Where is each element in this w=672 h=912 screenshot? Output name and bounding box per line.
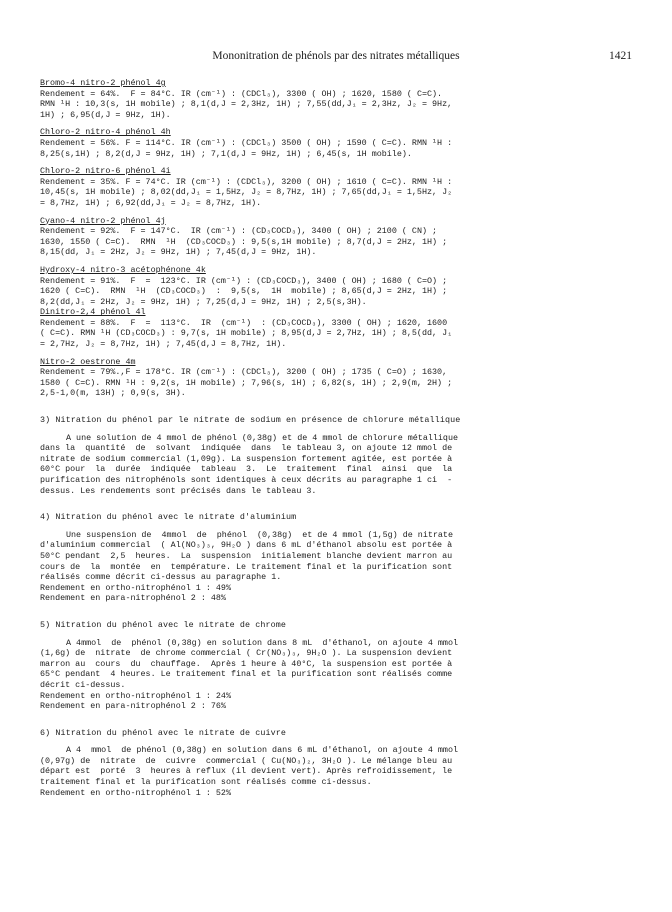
compound-data-line: 8,15(dd, J₁ = 2Hz, J₂ = 9Hz, 1H) ; 7,45(d,J = 9Hz, 1H).: [40, 247, 317, 258]
section-paragraph-line: dessus. Les rendements sont précisés dans le tableau 3.: [40, 485, 317, 496]
compound-data-line: 8,2(dd,J₁ = 2Hz, J₂ = 9Hz, 1H) ; 7,25(d,J = 9Hz, 1H) ; 2,5(s,3H).: [40, 296, 367, 307]
section-paragraph-line: traitement final et la purification sont réalisés comme ci-dessus.: [40, 777, 372, 788]
compound-name: Cyano-4 nitro-2 phénol 4j: [40, 215, 166, 226]
compound-name: Bromo-4 nitro-2 phénol 4g: [40, 78, 166, 88]
compound-data-line: Rendement = 88%. F = 113°C. IR (cm⁻¹) : (CD₃COCD₃), 3300 ( OH) ; 1620, 1600: [40, 317, 448, 328]
compound-data-line: Rendement = 35%. F = 74°C. IR (cm⁻¹) : (CDCl₃), 3200 ( OH) ; 1610 ( C=C). RMN ¹H :: [40, 176, 453, 187]
section-5: [40, 620, 636, 712]
compound-data-line: = 8,7Hz, 1H) ; 6,92(dd,J₁ = J₂ = 8,7Hz, 1H).: [40, 197, 262, 208]
section-paragraph-line: Une suspension de 4mmol de phénol (0,38g) et de 4 mmol (1,5g) de nitrate: [66, 529, 453, 540]
compound-data-line: Rendement = 91%. F = 123°C. IR (cm⁻¹) : (CD₃COCD₃), 3400 ( OH) ; 1680 ( C=O) ;: [40, 275, 448, 286]
section-paragraph-line: A 4 mmol de phénol (0,38g) en solution dans 6 mL d'éthanol, on ajoute 4 mmol: [66, 745, 459, 756]
compound-name: Chloro-2 nitro-4 phénol 4h: [40, 127, 171, 138]
section-paragraph-line: dans la quantité de solvant indiquée dans le tableau 3, on ajoute 12 mmol de: [40, 443, 453, 454]
compound-4l: [40, 307, 636, 349]
compound-4i: [40, 166, 636, 208]
yield-line: Rendement en ortho-nitrophénol 1 : 49%: [40, 582, 231, 593]
section-heading: 5) Nitration du phénol avec le nitrate de chrome: [40, 619, 287, 630]
section-paragraph-line: (1,6g) de nitrate de chrome commercial ( Cr(NO₃)₃, 9H₂O ). La suspension devient: [40, 648, 453, 659]
section-paragraph-line: A 4mmol de phénol (0,38g) en solution dans 8 mL d'éthanol, on ajoute 4 mmol: [66, 637, 459, 648]
section-heading: 3) Nitration du phénol par le nitrate de sodium en présence de chlorure métallique: [40, 415, 461, 426]
section-paragraph-line: 60°C pour la durée indiquée tableau 3. Le traitement final ainsi que la: [40, 464, 453, 475]
page-number: 1421: [609, 50, 632, 62]
section-6: [40, 728, 636, 799]
compound-data-line: Rendement = 64%. F = 84°C. IR (cm⁻¹) : (CDCl₃), 3300 ( OH) ; 1620, 1580 ( C=C).: [40, 88, 443, 99]
section-paragraph-line: départ est porté 3 heures à reflux (il devient vert). Après refroidissement, le: [40, 766, 453, 777]
compound-4k: [40, 265, 636, 307]
compound-4j: [40, 216, 636, 258]
section-paragraph-line: purification des nitrophénols sont identiques à ceux décrits au paragraphe 1 ci -: [40, 475, 453, 485]
compound-4h: [40, 127, 636, 159]
section-paragraph-line: A une solution de 4 mmol de phénol (0,38g) et de 4 mmol de chlorure métallique: [66, 432, 459, 443]
compound-data-line: ( C=C). RMN ¹H (CD₃COCD₃) : 9,7(s, 1H mobile) ; 8,95(d,J = 2,7Hz, 1H) ; 8,5(dd, J₁: [40, 328, 453, 339]
section-paragraph-line: marron au cours du chauffage. Après 1 heure à 40°C, la suspension est portée à: [40, 658, 453, 669]
section-heading: 4) Nitration du phénol avec le nitrate d'aluminium: [40, 512, 297, 523]
compound-data-line: 8,25(s,1H) ; 8,2(d,J = 9Hz, 1H) ; 7,1(d,J = 9Hz, 1H) ; 6,45(s, 1H mobile).: [40, 148, 412, 159]
compound-data-line: 1H) ; 6,95(d,J = 9Hz, 1H).: [40, 109, 171, 120]
section-paragraph-line: d'aluminium commercial ( Al(NO₃)₃, 9H₂O ) dans 6 mL d'éthanol absolu est portée à: [40, 540, 453, 551]
compound-name: Chloro-2 nitro-6 phénol 4i: [40, 166, 171, 177]
compound-4m: [40, 357, 636, 399]
compound-data-line: Rendement = 79%.,F = 178°C. IR (cm⁻¹) : (CDCl₃), 3200 ( OH) ; 1735 ( C=O) ; 1630,: [40, 367, 448, 378]
running-title: Mononitration de phénols par des nitrates métalliques: [212, 50, 460, 62]
section-paragraph-line: 65°C pendant 4 heures. Le traitement final et la purification sont réalisés comme: [40, 669, 453, 680]
compound-data-line: 1630, 1550 ( C=C). RMN ¹H (CD₃COCD₃) : 9,5(s,1H mobile) ; 8,7(d,J = 2Hz, 1H) ;: [40, 236, 448, 247]
section-3: [40, 415, 636, 496]
compound-data-line: 1620 ( C=C). RMN ¹H (CD₃COCD₃) : 9,5(s, 1H mobile) ; 8,65(d,J = 2Hz, 1H) ;: [40, 286, 448, 297]
compound-4g: [40, 78, 636, 120]
section-paragraph-line: (0,97g) de nitrate de cuivre commercial ( Cu(NO₃)₂, 3H₂O ). Le mélange bleu au: [40, 755, 453, 766]
compound-data-line: 1580 ( C=C). RMN ¹H : 9,2(s, 1H mobile) ; 7,96(s, 1H) ; 6,82(s, 1H) ; 2,9(m, 2H) ;: [40, 377, 453, 388]
compound-name: Nitro-2 oestrone 4m: [40, 356, 136, 367]
compound-data-line: Rendement = 92%. F = 147°C. IR (cm⁻¹) : (CD₃COCD₃), 3400 ( OH) ; 2100 ( CN) ;: [40, 226, 438, 237]
section-paragraph-line: nitrate de sodium commercial (1,09g). La suspension fortement agitée, est portée à: [40, 453, 453, 464]
compound-data-line: 2,5-1,0(m, 13H) ; 0,9(s, 3H).: [40, 388, 186, 399]
section-paragraph-line: décrit ci-dessus.: [40, 679, 126, 690]
section-paragraph-line: 50°C pendant 2,5 heures. La suspension initialement blanche devient marron au: [40, 550, 453, 561]
section-4: [40, 512, 636, 604]
compound-data-line: RMN ¹H : 10,3(s, 1H mobile) ; 8,1(d,J = 2,3Hz, 1H) ; 7,55(dd,J₁ = 2,3Hz, J₂ = 9Hz,: [40, 99, 453, 110]
yield-line: Rendement en para-nitrophénol 2 : 48%: [40, 593, 226, 604]
compound-name: Dinitro-2,4 phénol 4l: [40, 307, 146, 318]
compound-data-line: 10,45(s, 1H mobile) ; 8,02(dd,J₁ = 1,5Hz, J₂ = 8,7Hz, 1H) ; 7,65(dd,J₁ = 1,5Hz, J₂: [40, 187, 453, 198]
compound-data-line: = 2,7Hz, J₂ = 8,7Hz, 1H) ; 7,45(d,J = 8,7Hz, 1H).: [40, 339, 287, 350]
yield-line: Rendement en ortho-nitrophénol 1 : 24%: [40, 690, 231, 701]
compound-data-line: Rendement = 56%. F = 114°C. IR (cm⁻¹) : (CDCl₃) 3500 ( OH) ; 1590 ( C=C). RMN ¹H :: [40, 137, 453, 148]
page-body: [40, 78, 636, 798]
compound-name: Hydroxy-4 nitro-3 acétophénone 4k: [40, 264, 206, 275]
section-paragraph-line: cours de la montée en température. Le traitement final et la purification sont: [40, 561, 453, 572]
section-paragraph-line: réalisés comme décrit ci-dessus au paragraphe 1.: [40, 572, 282, 583]
page-header: [40, 50, 632, 66]
yield-line: Rendement en ortho-nitrophénol 1 : 52%: [40, 787, 231, 798]
section-heading: 6) Nitration du phénol avec le nitrate de cuivre: [40, 727, 287, 738]
yield-line: Rendement en para-nitrophénol 2 : 76%: [40, 701, 226, 712]
